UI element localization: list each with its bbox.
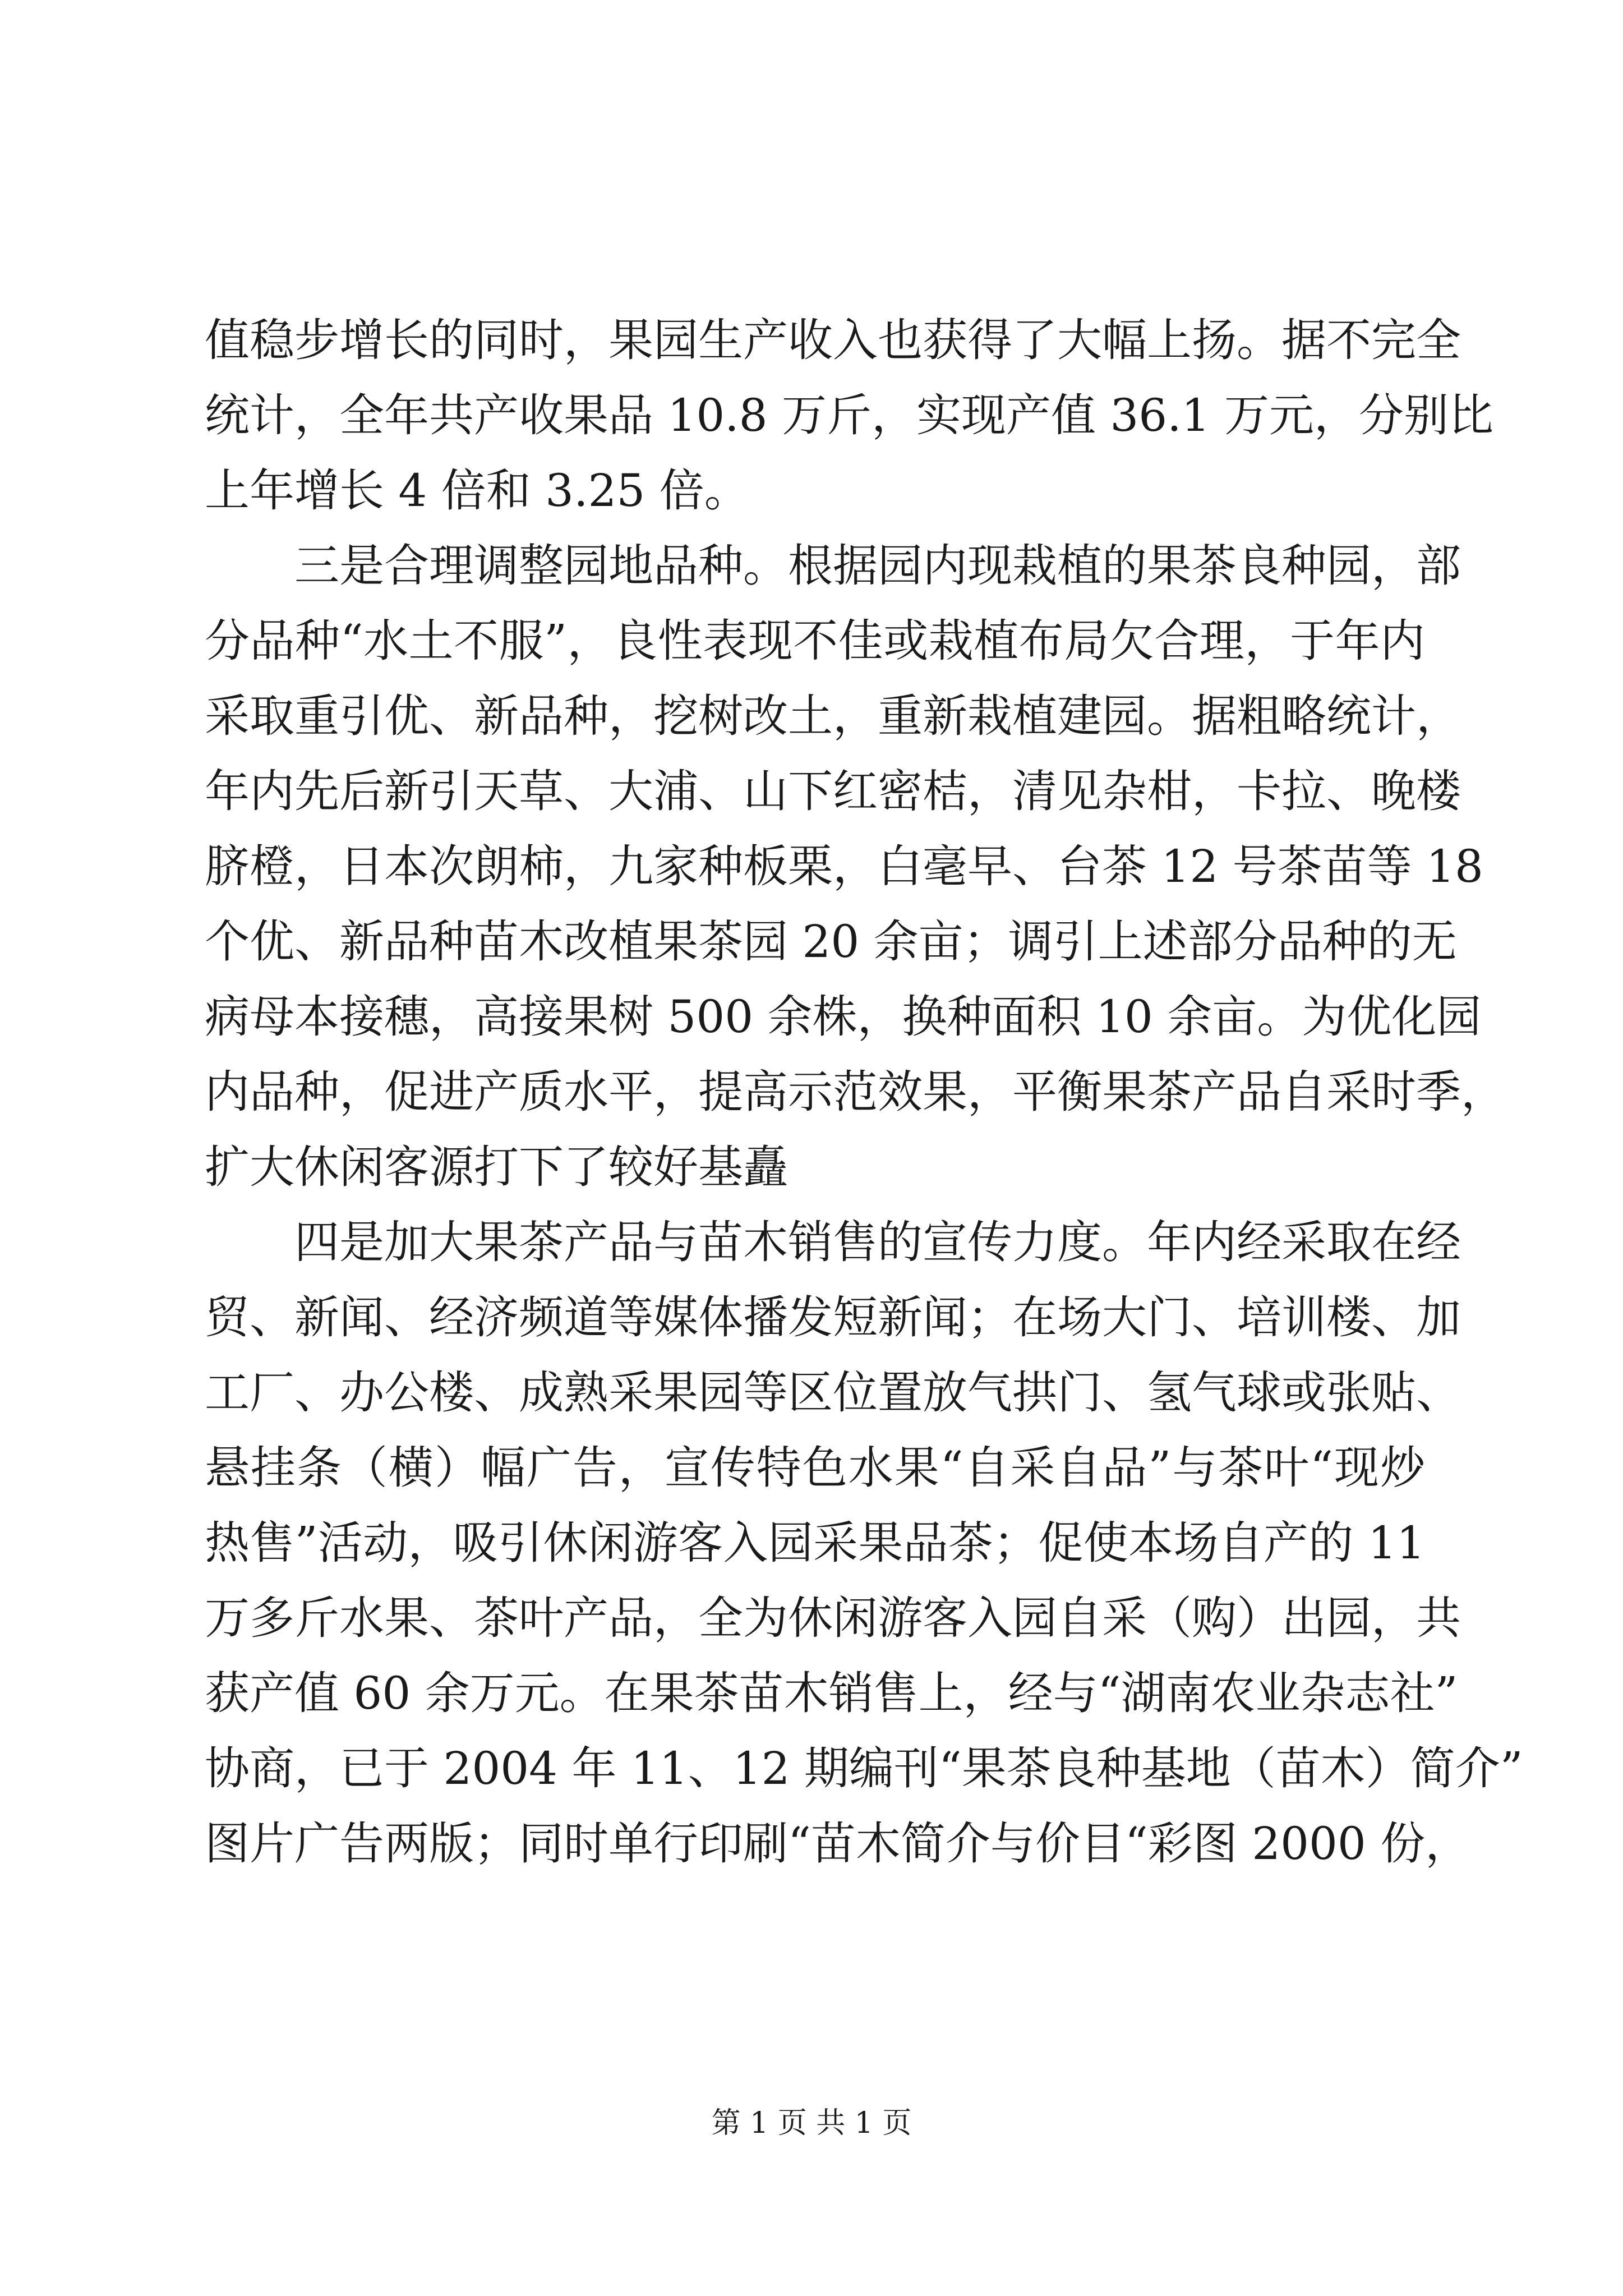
text-line: 内品种，促进产质水平，提高示范效果，平衡果茶产品自采时季， bbox=[205, 1066, 1506, 1118]
text-line: 分品种“水土不服”，良性表现不佳或栽植布局欠合理，于年内 bbox=[205, 615, 1425, 667]
page-footer: 第 1 页 共 1 页 bbox=[711, 2106, 912, 2140]
document-body bbox=[205, 303, 1523, 1881]
text-line: 协商，已于 2004 年 11、12 期编刊“果茶良种基地（苗木）简介” bbox=[205, 1742, 1523, 1795]
text-line: 悬挂条（横）幅广告，宣传特色水果“自采自品”与茶叶“现炒 bbox=[205, 1442, 1425, 1494]
text-line: 万多斤水果、茶叶产品，全为休闲游客入园自采（购）出园，共 bbox=[205, 1592, 1461, 1644]
paragraph-start-line: 三是合理调整园地品种。根据园内现栽植的果茶良种园，部 bbox=[294, 540, 1461, 592]
text-line: 病母本接穗，高接果树 500 余株，换种面积 10 余亩。为优化园 bbox=[205, 991, 1482, 1043]
text-line: 统计，全年共产收果品 10.8 万斤，实现产值 36.1 万元，分别比 bbox=[205, 389, 1493, 441]
text-line: 图片广告两版；同时单行印刷“苗木简介与价目“彩图 2000 份， bbox=[205, 1818, 1470, 1870]
paragraph-start-line: 四是加大果茶产品与苗木销售的宣传力度。年内经采取在经 bbox=[294, 1216, 1461, 1268]
text-line: 个优、新品种苗木改植果茶园 20 余亩；调引上述部分品种的无 bbox=[205, 915, 1457, 968]
text-line: 工厂、办公楼、成熟采果园等区位置放气拱门、氢气球或张贴、 bbox=[205, 1366, 1461, 1419]
text-line: 脐橙，日本次朗柿，九家种板栗，白毫早、台茶 12 号茶苗等 18 bbox=[205, 840, 1483, 892]
text-line: 年内先后新引天草、大浦、山下红密桔，清见杂柑，卡拉、晚楼 bbox=[205, 765, 1461, 817]
text-line: 上年增长 4 倍和 3.25 倍。 bbox=[205, 464, 749, 517]
text-line: 热售”活动，吸引休闲游客入园采果品茶；促使本场自产的 11 bbox=[205, 1517, 1425, 1569]
text-line: 采取重引优、新品种，挖树改土，重新栽植建园。据粗略统计， bbox=[205, 690, 1461, 742]
text-line: 贸、新闻、经济频道等媒体播发短新闻；在场大门、培训楼、加 bbox=[205, 1291, 1461, 1343]
text-line: 扩大休闲客源打下了较好基矗 bbox=[205, 1141, 788, 1193]
text-line: 值稳步增长的同时，果园生产收入也获得了大幅上扬。据不完全 bbox=[205, 314, 1461, 366]
text-line: 获产值 60 余万元。在果茶苗木销售上，经与“湖南农业杂志社” bbox=[205, 1667, 1458, 1719]
